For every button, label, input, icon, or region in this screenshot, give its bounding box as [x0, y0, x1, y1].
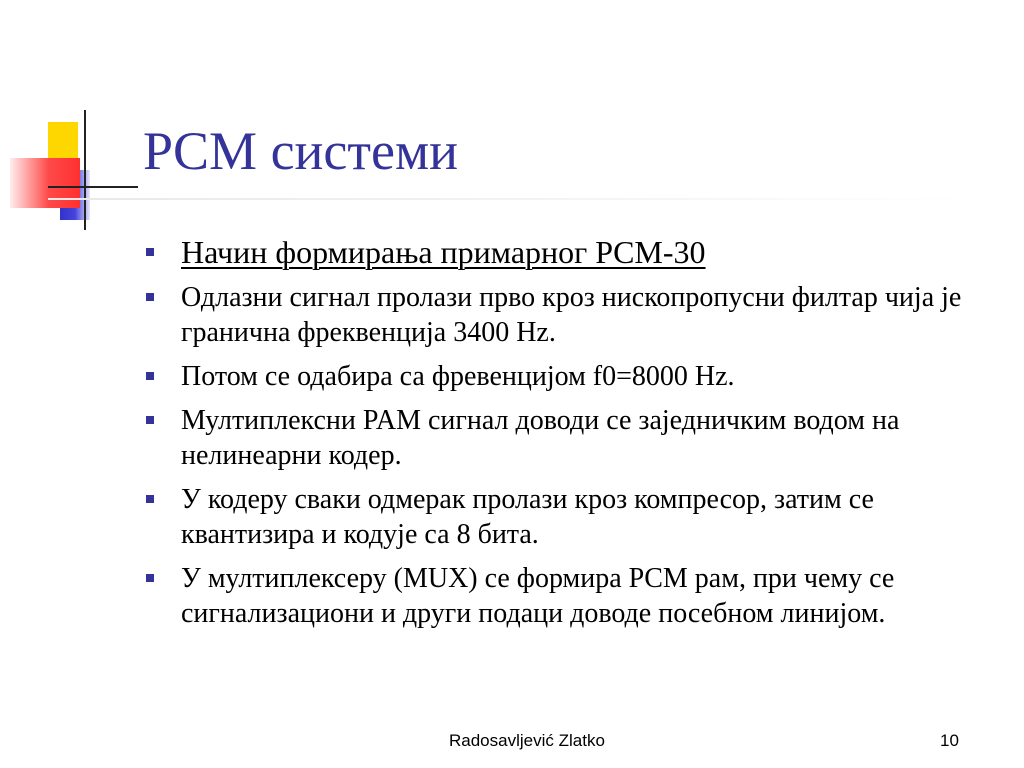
- bullet-square-icon: [146, 495, 154, 503]
- bullet-item: [140, 280, 1000, 350]
- bullet-text: У мултиплексеру (MUX) се формира PCM рам, при чему се сигнализациони и други подаци доводе посебном линијом.: [181, 563, 895, 629]
- bullet-item: [140, 359, 1000, 394]
- slide-footer: [0, 731, 1024, 755]
- logo-horizontal-line: [48, 186, 138, 188]
- bullet-text: У кодеру сваки одмерак пролази кроз компресор, затим се квантизира и кодује са 8 бита.: [181, 484, 874, 550]
- bullet-text: Начин формирања примарног PCM-30: [181, 234, 706, 270]
- footer-author: Radosavljević Zlatko: [449, 731, 605, 750]
- bullet-square-icon: [146, 416, 154, 424]
- page-number: 10: [940, 731, 959, 750]
- logo-vertical-line: [84, 110, 86, 230]
- bullet-item: [140, 232, 1000, 272]
- bullet-text: Потом се одабира са фревенцијом f0=8000 Hz.: [181, 361, 735, 392]
- bullet-item: [140, 403, 1000, 473]
- slide-title: PCM системи: [143, 121, 459, 181]
- bullet-list: [140, 232, 1000, 640]
- bullet-item: [140, 482, 1000, 552]
- bullet-square-icon: [146, 248, 154, 256]
- bullet-square-icon: [146, 372, 154, 380]
- bullet-item: [140, 561, 1000, 631]
- title-divider: [48, 198, 968, 200]
- decorative-logo: [0, 100, 150, 240]
- bullet-text: Мултиплексни PAM сигнал доводи се заједничким водом на нелинеарни кодер.: [181, 405, 900, 471]
- logo-red-square: [10, 158, 80, 208]
- bullet-text: Одлазни сигнал пролази прво кроз нископропусни филтар чија је гранична фреквенција 3400 Hz.: [181, 282, 962, 348]
- bullet-square-icon: [146, 293, 154, 301]
- bullet-square-icon: [146, 574, 154, 582]
